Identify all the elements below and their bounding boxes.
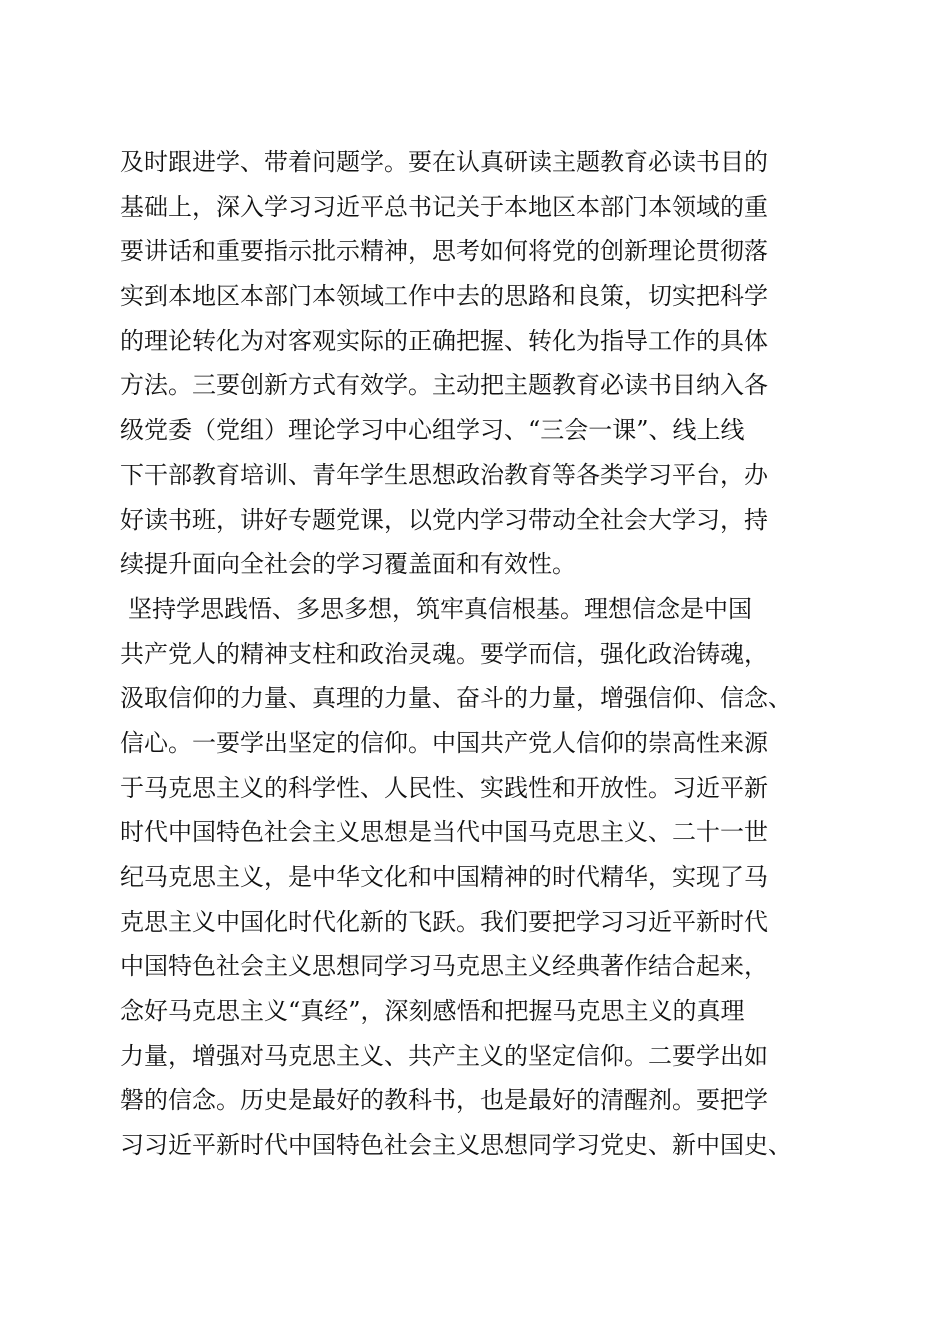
text-line: 实到本地区本部门本领域工作中去的思路和良策，切实把科学 bbox=[120, 282, 768, 311]
text-line: 力量，增强对马克思主义、共产主义的坚定信仰。二要学出如 bbox=[120, 1041, 768, 1070]
text-line: 信心。一要学出坚定的信仰。中国共产党人信仰的崇高性来源 bbox=[120, 728, 768, 757]
text-line: 纪马克思主义，是中华文化和中国精神的时代精华，实现了马 bbox=[120, 863, 768, 891]
text-line: 中国特色社会主义思想同学习马克思主义经典著作结合起来， bbox=[120, 952, 768, 981]
text-line: 于马克思主义的科学性、人民性、实践性和开放性。习近平新 bbox=[120, 773, 768, 802]
text-line: 要讲话和重要指示批示精神，思考如何将党的创新理论贯彻落 bbox=[120, 237, 768, 266]
text-line: 时代中国特色社会主义思想是当代中国马克思主义、二十一世 bbox=[120, 818, 768, 847]
text-line: 磐的信念。历史是最好的教科书，也是最好的清醒剂。要把学 bbox=[120, 1086, 768, 1115]
text-line: 基础上，深入学习习近平总书记关于本地区本部门本领域的重 bbox=[120, 192, 768, 221]
text-line: 的理论转化为对客观实际的正确把握、转化为指导工作的具体 bbox=[120, 326, 768, 355]
body-text bbox=[120, 140, 840, 1168]
text-line: 念好马克思主义“真经”，深刻感悟和把握马克思主义的真理 bbox=[120, 997, 745, 1026]
paragraph-first-line: 坚持学思践悟、多思多想，筑牢真信根基。理想信念是中国 bbox=[128, 594, 752, 623]
text-line: 及时跟进学、带着问题学。要在认真研读主题教育必读书目的 bbox=[120, 148, 768, 176]
text-line: 下干部教育培训、青年学生思想政治教育等各类学习平台，办 bbox=[120, 460, 768, 489]
text-line: 汲取信仰的力量、真理的力量、奋斗的力量，增强信仰、信念、 bbox=[120, 684, 792, 713]
text-line: 共产党人的精神支柱和政治灵魂。要学而信，强化政治铸魂， bbox=[120, 639, 768, 668]
text-line: 克思主义中国化时代化新的飞跃。我们要把学习习近平新时代 bbox=[120, 907, 768, 936]
text-line: 级党委（党组）理论学习中心组学习、“三会一课”、线上线 bbox=[120, 416, 745, 445]
text-line: 习习近平新时代中国特色社会主义思想同学习党史、新中国史、 bbox=[120, 1131, 792, 1160]
text-line: 好读书班，讲好专题党课，以党内学习带动全社会大学习，持 bbox=[120, 505, 768, 534]
text-line: 续提升面向全社会的学习覆盖面和有效性。 bbox=[120, 550, 576, 579]
text-line: 方法。三要创新方式有效学。主动把主题教育必读书目纳入各 bbox=[120, 371, 768, 400]
